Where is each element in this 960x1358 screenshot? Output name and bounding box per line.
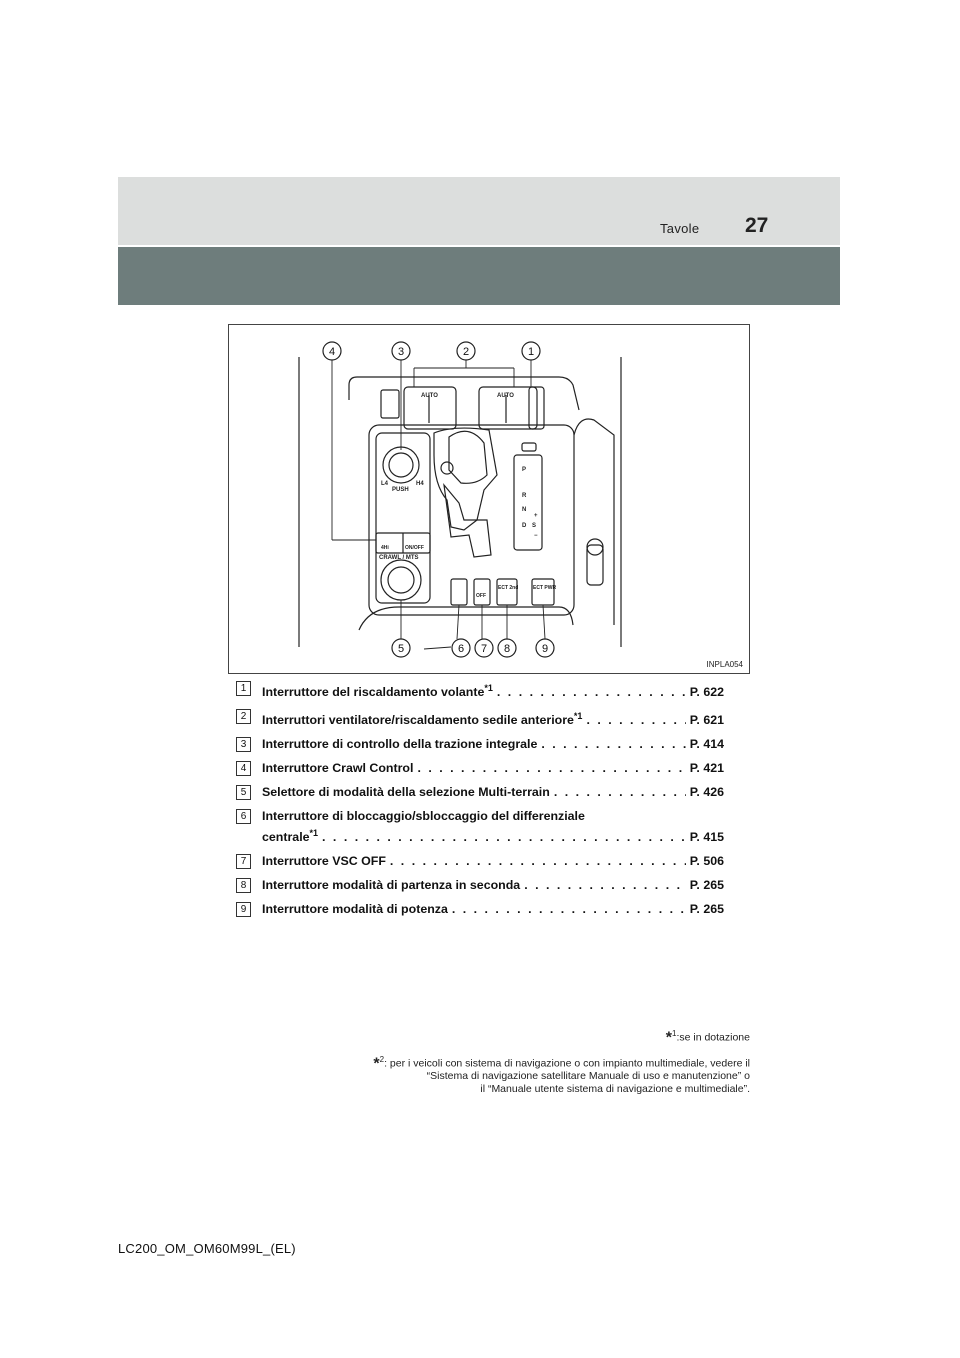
legend-item <box>236 760 724 777</box>
seat-auto-1: AUTO <box>421 393 438 399</box>
ect-pwr-label: ECT PWR <box>533 585 557 591</box>
section-title: Tavole <box>660 221 700 236</box>
crawl-4hi-label: 4Hi <box>381 545 389 551</box>
legend-number: 2 <box>236 709 251 724</box>
vsc-off-label: OFF <box>476 593 486 599</box>
legend-item <box>236 680 724 701</box>
figure-code: INPLA054 <box>706 660 743 669</box>
header-band <box>118 247 840 305</box>
page-number: 27 <box>745 214 769 237</box>
callout-2-label: 2 <box>462 346 470 358</box>
legend-label: Interruttore del riscaldamento volante <box>262 685 485 699</box>
legend-number: 3 <box>236 737 251 752</box>
shift-p: P <box>522 467 527 473</box>
legend-label: Interruttore modalità di potenza <box>262 902 448 916</box>
console-illustration <box>228 324 750 674</box>
legend-item <box>236 853 724 870</box>
legend-number: 4 <box>236 761 251 776</box>
callout-1-label: 1 <box>527 346 535 358</box>
shift-d: D <box>522 523 527 529</box>
page-reference[interactable]: P. 421 <box>689 761 724 775</box>
legend-item <box>236 736 724 753</box>
legend-number: 1 <box>236 681 251 696</box>
page-reference[interactable]: P. 265 <box>689 878 724 892</box>
footnote-1: *$^1$:se in dotazione <box>665 1029 750 1047</box>
shift-r: R <box>522 493 527 499</box>
callout-9-label: 9 <box>541 643 549 655</box>
knob-push-label: PUSH <box>392 487 409 493</box>
page-reference[interactable]: P. 621 <box>689 713 724 727</box>
onoff-label: ON/OFF <box>405 545 424 551</box>
legend-list <box>236 680 724 925</box>
callout-3-label: 3 <box>397 346 405 358</box>
legend-item <box>236 708 724 729</box>
shift-minus: − <box>534 533 538 539</box>
legend-footnote-ref: *1 <box>484 683 493 693</box>
callout-6-label: 6 <box>457 643 465 655</box>
page-reference[interactable]: P. 426 <box>689 785 724 799</box>
legend-number: 8 <box>236 878 251 893</box>
legend-item <box>236 784 724 801</box>
legend-number: 9 <box>236 902 251 917</box>
legend-label: Interruttore di controllo della trazione integrale <box>262 737 538 751</box>
knob-crawl-label: CRAWL / MTS <box>379 555 419 561</box>
seat-auto-2: AUTO <box>497 393 514 399</box>
console-diagram <box>229 325 750 674</box>
callout-7-label: 7 <box>480 643 488 655</box>
legend-number: 6 <box>236 809 251 824</box>
document-code: LC200_OM_OM60M99L_(EL) <box>118 1241 296 1256</box>
page-reference[interactable]: P. 265 <box>689 902 724 916</box>
legend-item <box>236 901 724 918</box>
footnote-2: *$^2$: per i veicoli con sistema di navigazione o con impianto multimediale, vedere il <box>373 1054 750 1072</box>
ect-2nd-label: ECT 2nd <box>498 585 519 591</box>
shift-n: N <box>522 507 527 513</box>
page-reference[interactable]: P. 415 <box>689 830 724 844</box>
callout-5-label: 5 <box>397 643 405 655</box>
legend-number: 7 <box>236 854 251 869</box>
knob-h4-label: H4 <box>416 481 424 487</box>
shift-plus: + <box>534 513 538 519</box>
legend-label: Interruttore VSC OFF <box>262 854 386 868</box>
legend-label: Interruttori ventilatore/riscaldamento sedile anteriore <box>262 713 574 727</box>
shift-s: S <box>532 523 537 529</box>
legend-label: centrale <box>262 830 310 844</box>
callout-8-label: 8 <box>503 643 511 655</box>
footnote-2-line3: il “Manuale utente sistema di navigazione e multimediale”. <box>480 1083 750 1095</box>
legend-label-line1: Interruttore di bloccaggio/sbloccaggio del differenziale <box>262 809 585 823</box>
footnotes <box>280 1027 750 1096</box>
callout-4-label: 4 <box>328 346 336 358</box>
page-reference[interactable]: P. 506 <box>689 854 724 868</box>
page-reference[interactable]: P. 414 <box>689 737 724 751</box>
knob-l4-label: L4 <box>381 481 389 487</box>
header-top-bar <box>118 177 840 245</box>
legend-label: Interruttore modalità di partenza in seconda <box>262 878 521 892</box>
legend-label: Selettore di modalità della selezione Multi-terrain <box>262 785 550 799</box>
legend-item <box>236 877 724 894</box>
legend-number: 5 <box>236 785 251 800</box>
page-reference[interactable]: P. 622 <box>689 685 724 699</box>
footnote-2-line2: “Sistema di navigazione satellitare Manuale di uso e manutenzione” o <box>426 1070 750 1082</box>
legend-label: Interruttore Crawl Control <box>262 761 414 775</box>
legend-footnote-ref: *1 <box>309 828 319 838</box>
legend-item <box>236 808 724 846</box>
legend-footnote-ref: *1 <box>573 711 583 721</box>
